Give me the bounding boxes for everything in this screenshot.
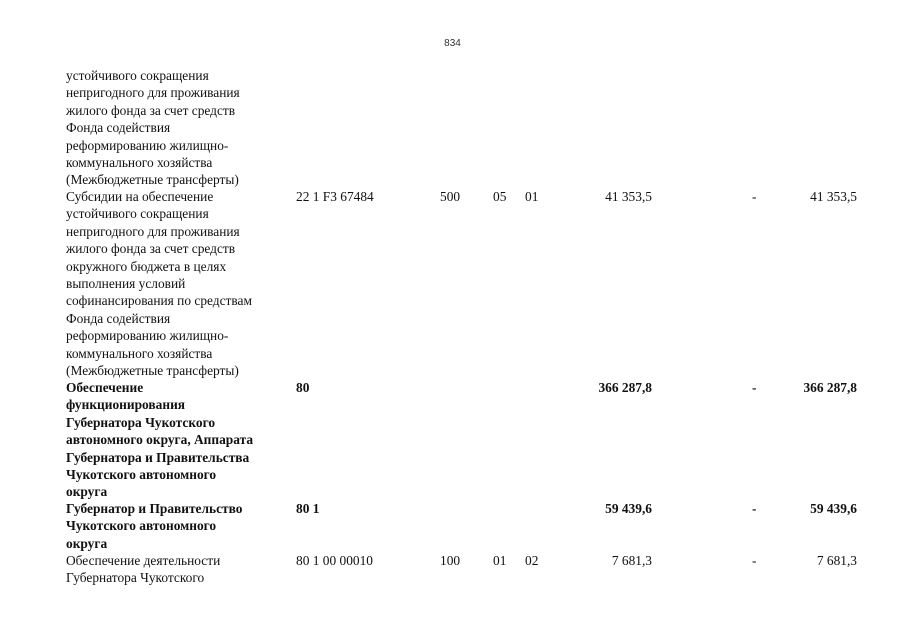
row-name-line: жилого фонда за счет средств bbox=[66, 241, 236, 257]
target-code: 22 1 F3 67484 bbox=[296, 189, 374, 204]
row-name-line: непригодного для проживания bbox=[66, 223, 240, 239]
total: 366 287,8 bbox=[803, 380, 857, 395]
row-name-line: Чукотского автономного bbox=[66, 467, 217, 483]
row-name bbox=[66, 188, 291, 379]
row-name-line: (Межбюджетные трансферты) bbox=[66, 363, 239, 379]
expense-type: 500 bbox=[440, 189, 461, 204]
row-name bbox=[66, 552, 291, 587]
row-name-line: коммунального хозяйства bbox=[66, 345, 213, 361]
row-name-line: функционирования bbox=[66, 397, 186, 413]
target-code: 80 1 00 00010 bbox=[296, 553, 373, 568]
row-name-line: Обеспечение bbox=[66, 380, 144, 395]
row-name-line: автономного округа, Аппарата bbox=[66, 432, 254, 448]
section-code: 05 bbox=[493, 189, 507, 204]
section-code: 01 bbox=[493, 553, 507, 568]
row-name-line: Фонда содействия bbox=[66, 120, 171, 136]
amount: 59 439,6 bbox=[605, 501, 652, 516]
row-name-line: Фонда содействия bbox=[66, 310, 171, 326]
row-name-line: Губернатора Чукотского bbox=[66, 414, 216, 430]
target-code: 80 1 bbox=[296, 501, 320, 516]
amount: 7 681,3 bbox=[611, 553, 652, 568]
total: 59 439,6 bbox=[810, 501, 857, 516]
row-name-line: коммунального хозяйства bbox=[66, 155, 213, 171]
row-name-line: Губернатора Чукотского bbox=[66, 570, 205, 586]
row-name-line: софинансирования по средствам bbox=[66, 293, 252, 309]
row-name-line: Субсидии на обеспечение bbox=[66, 189, 214, 204]
row-name-line: округа bbox=[66, 535, 108, 551]
change: - bbox=[752, 380, 757, 395]
amount: 41 353,5 bbox=[605, 189, 652, 204]
target-code: 80 bbox=[296, 380, 310, 395]
total: 7 681,3 bbox=[816, 553, 857, 568]
amount: 366 287,8 bbox=[598, 380, 652, 395]
subsection-code: 02 bbox=[525, 553, 539, 568]
row-name-line: Губернатора и Правительства bbox=[66, 449, 250, 465]
row-name-line: окружного бюджета в целях bbox=[66, 258, 227, 274]
row-name-line: (Межбюджетные трансферты) bbox=[66, 172, 239, 188]
row-name-line: реформированию жилищно- bbox=[66, 137, 229, 153]
row-name-line: Чукотского автономного bbox=[66, 518, 217, 534]
row-name-line: выполнения условий bbox=[66, 276, 186, 292]
row-name-line: округа bbox=[66, 484, 108, 500]
row-name-line: непригодного для проживания bbox=[66, 85, 240, 101]
row-name-line: устойчивого сокращения bbox=[66, 206, 209, 222]
row-name bbox=[66, 67, 291, 189]
row-name bbox=[66, 379, 291, 501]
change: - bbox=[752, 189, 757, 204]
row-name-line: Губернатор и Правительство bbox=[66, 501, 243, 516]
row-name-line: реформированию жилищно- bbox=[66, 328, 229, 344]
page-number: 834 bbox=[444, 38, 461, 49]
subsection-code: 01 bbox=[525, 189, 539, 204]
row-name-line: устойчивого сокращения bbox=[66, 68, 209, 83]
change: - bbox=[752, 501, 757, 516]
expense-type: 100 bbox=[440, 553, 461, 568]
total: 41 353,5 bbox=[810, 189, 857, 204]
row-name-line: Обеспечение деятельности bbox=[66, 553, 221, 568]
row-name bbox=[66, 500, 291, 552]
row-name-line: жилого фонда за счет средств bbox=[66, 102, 236, 118]
change: - bbox=[752, 553, 757, 568]
